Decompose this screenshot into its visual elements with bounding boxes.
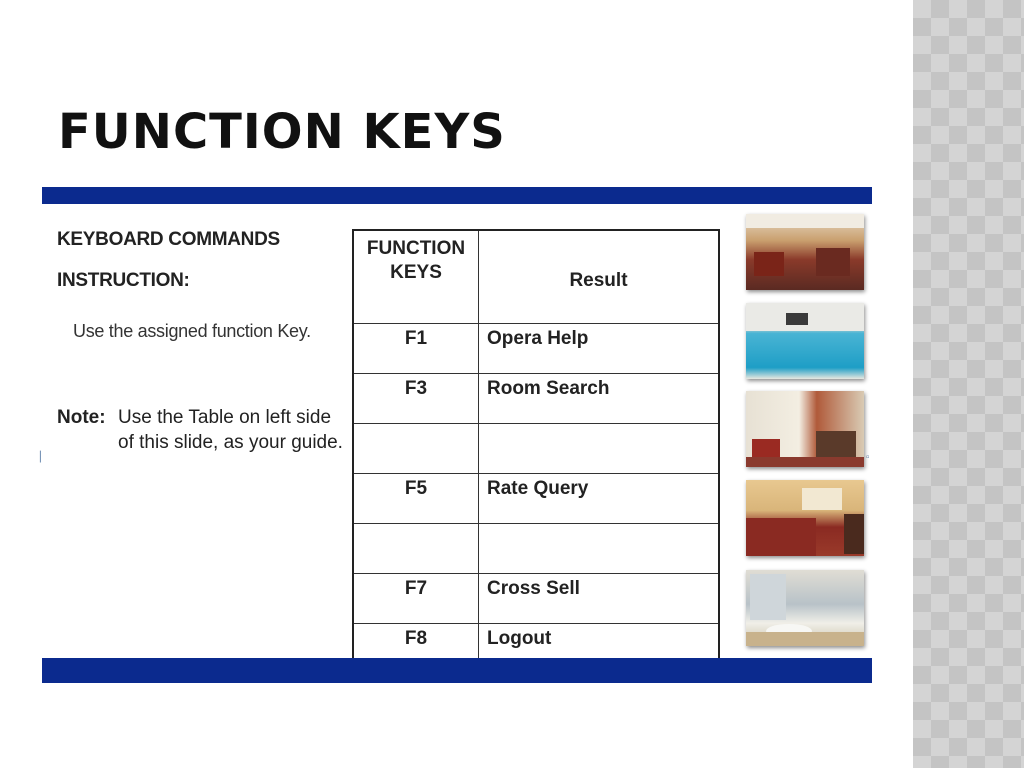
top-accent-bar (42, 187, 872, 204)
result-cell: Room Search (479, 374, 720, 424)
table-row (353, 524, 719, 574)
key-cell (353, 424, 479, 474)
table-row (353, 474, 719, 524)
result-cell: Rate Query (479, 474, 720, 524)
table-row (353, 424, 719, 474)
header-key-line2: KEYS (390, 262, 442, 283)
key-cell (353, 524, 479, 574)
instruction-heading: INSTRUCTION: (57, 270, 190, 291)
edge-mark-icon: ▫ (866, 452, 870, 463)
result-cell (479, 524, 720, 574)
key-cell: F3 (353, 374, 479, 424)
edge-mark-icon: ▏ (40, 452, 48, 463)
key-cell: F8 (353, 624, 479, 675)
bedroom-photo (746, 480, 864, 556)
bathroom-photo (746, 570, 864, 646)
pool-photo (746, 303, 864, 379)
result-cell: Cross Sell (479, 574, 720, 624)
keyboard-commands-heading: KEYBOARD COMMANDS (57, 229, 280, 250)
note-label: Note: (57, 407, 106, 428)
result-cell: Opera Help (479, 324, 720, 374)
table-row (353, 324, 719, 374)
room-photo (746, 391, 864, 467)
header-key-line1: FUNCTION (366, 238, 466, 259)
result-cell: Logout (479, 624, 720, 675)
header-result: Result (479, 230, 720, 324)
key-cell: F5 (353, 474, 479, 524)
table-row (353, 574, 719, 624)
table-row (353, 374, 719, 424)
restaurant-photo (746, 214, 864, 290)
function-keys-table (352, 229, 720, 675)
slide-title: FUNCTION KEYS (58, 104, 506, 160)
header-function-keys (353, 230, 479, 324)
instruction-text: Use the assigned function Key. (73, 321, 311, 341)
decorative-pattern-panel (913, 0, 1024, 768)
bottom-accent-bar (42, 658, 872, 683)
table-header-row (353, 230, 719, 324)
key-cell: F7 (353, 574, 479, 624)
key-cell: F1 (353, 324, 479, 374)
result-cell (479, 424, 720, 474)
note-text: Use the Table on left side of this slide, as your guide. (118, 407, 343, 453)
